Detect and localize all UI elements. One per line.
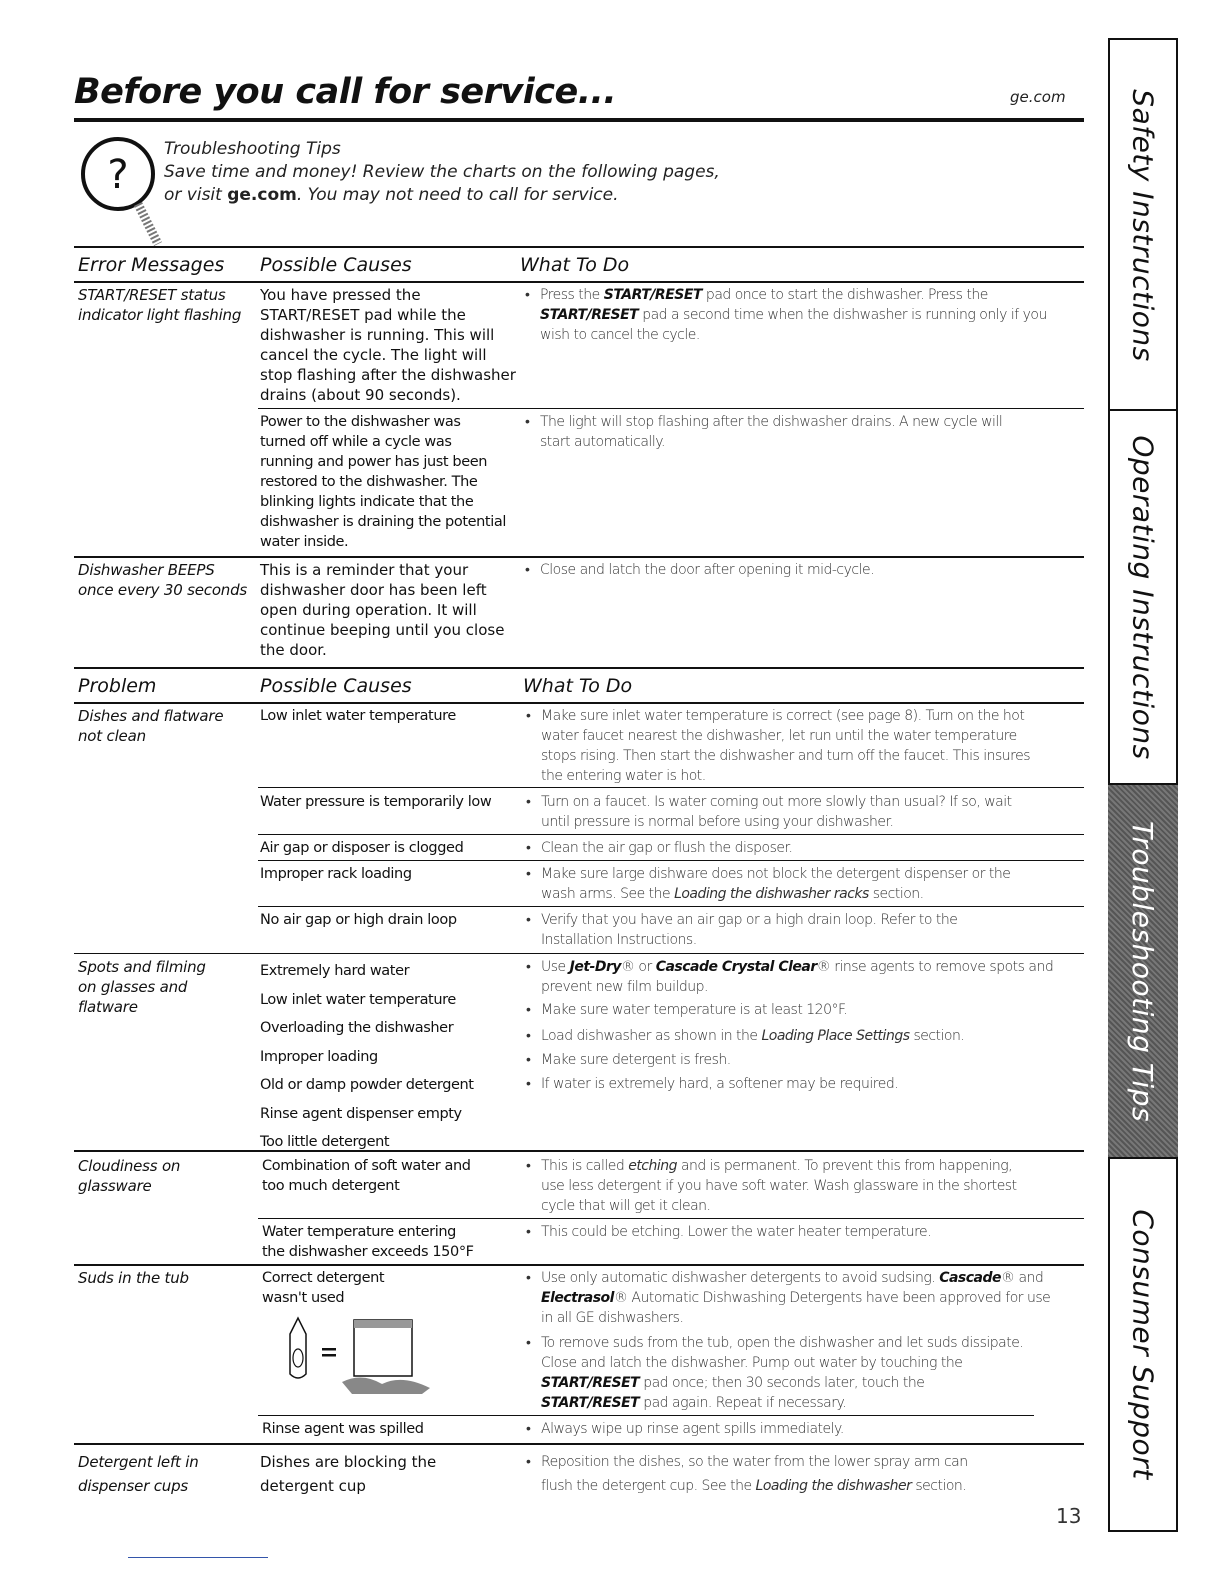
tab-operating-instructions[interactable]: Operating Instructions: [1126, 434, 1160, 760]
possible-cause: Air gap or disposer is clogged: [260, 840, 464, 856]
header-possible-causes: Possible Causes: [260, 254, 412, 276]
tips-text-visit: or visit ge.com. You may not need to call for service.: [164, 185, 619, 205]
what-to-do: • Clean the air gap or flush the disposer.: [526, 840, 793, 856]
page-title: Before you call for service...: [74, 72, 617, 112]
what-to-do: • Verify that you have an air gap or a high drain loop. Refer to the Installation Instructions.: [526, 912, 958, 948]
row-rule: [74, 953, 1084, 954]
possible-cause: No air gap or high drain loop: [260, 912, 457, 928]
tips-heading: Troubleshooting Tips: [164, 139, 341, 159]
row-rule: [258, 1415, 1034, 1416]
what-to-do: • Make sure water temperature is at least 120°F.: [526, 1002, 848, 1018]
problem: Cloudiness on glassware: [78, 1157, 181, 1195]
possible-cause: Power to the dishwasher was turned off while a cycle was running and power has just been restored to the dishwasher. The blinking lights indicate that the dishwasher is draining the potential water inside.: [260, 414, 506, 550]
row-rule: [258, 408, 1084, 409]
tips-text: Save time and money! Review the charts on the following pages,: [164, 162, 720, 182]
table-rule: [74, 1443, 1084, 1445]
header-problem: Problem: [78, 675, 157, 697]
what-to-do: • The light will stop flashing after the dishwasher drains. A new cycle will start automatically.: [525, 414, 1003, 450]
problem: Suds in the tub: [78, 1269, 189, 1287]
possible-cause: Dishes are blocking the detergent cup: [260, 1453, 437, 1495]
what-to-do: • To remove suds from the tub, open the dishwasher and let suds dissipate. Close and latch the dishwasher. Pump out water by touching the START/RESET pad once; then 30 seconds later, touch the START/RESET pad again. Repeat if necessary.: [526, 1335, 1024, 1411]
problem: Spots and filming on glasses and flatware: [78, 958, 206, 1016]
row-rule: [258, 860, 1084, 861]
header-error-messages: Error Messages: [78, 254, 225, 276]
table-rule: [74, 246, 1084, 248]
what-to-do: • Reposition the dishes, so the water from the lower spray arm can flush the detergent cup. See the Loading the dishwasher section.: [526, 1454, 968, 1494]
table-rule: [74, 1150, 1084, 1152]
header-possible-causes: Possible Causes: [260, 675, 412, 697]
tab-safety-instructions[interactable]: Safety Instructions: [1126, 88, 1160, 362]
page-number: 13: [1056, 1504, 1082, 1528]
what-to-do: • This is called etching and is permanent. To prevent this from happening, use less detergent if you have soft water. Wash glassware in the shortest cycle that will get it clean.: [526, 1158, 1017, 1214]
row-rule: [258, 1218, 1084, 1219]
possible-cause: You have pressed the START/RESET pad while the dishwasher is running. This will cancel the cycle. The light will stop flashing after the dishwasher drains (about 90 seconds).: [260, 286, 516, 404]
svg-text:?: ?: [107, 152, 129, 198]
problem: Dishes and flatware not clean: [78, 707, 224, 745]
table-rule: [74, 702, 1084, 704]
ge-link[interactable]: ge.com: [227, 185, 297, 205]
tab-consumer-support[interactable]: Consumer Support: [1126, 1209, 1160, 1480]
footer-line: [128, 1557, 268, 1558]
table-rule: [74, 281, 1084, 283]
error-message: Dishwasher BEEPS once every 30 seconds: [78, 561, 248, 599]
title-rule: [74, 118, 1084, 122]
what-to-do: • Make sure detergent is fresh.: [526, 1052, 731, 1068]
possible-cause: Water temperature entering the dishwasher exceeds 150°F: [262, 1224, 474, 1260]
table-rule: [74, 556, 1084, 558]
what-to-do: • Load dishwasher as shown in the Loading Place Settings section.: [526, 1028, 965, 1044]
question-icon: [76, 132, 171, 250]
what-to-do: • Close and latch the door after opening it mid-cycle.: [525, 562, 875, 578]
possible-cause: Rinse agent was spilled: [262, 1421, 424, 1437]
possible-cause: Water pressure is temporarily low: [260, 794, 492, 810]
error-message: START/RESET status indicator light flashing: [78, 286, 242, 324]
troubleshooting-tips: [164, 138, 720, 207]
what-to-do: • If water is extremely hard, a softener may be required.: [526, 1076, 899, 1092]
table-rule: [74, 667, 1084, 669]
what-to-do: • Use Jet-Dry® or Cascade Crystal Clear® rinse agents to remove spots and prevent new film buildup.: [526, 959, 1054, 995]
detergent-illustration: [282, 1312, 442, 1402]
possible-cause: This is a reminder that your dishwasher door has been left open during operation. It will continue beeping until you close the door.: [260, 561, 505, 659]
what-to-do: • This could be etching. Lower the water heater temperature.: [526, 1224, 932, 1240]
possible-cause: Low inlet water temperature: [260, 708, 456, 724]
possible-cause: Correct detergent wasn't used: [262, 1270, 385, 1306]
tab-troubleshooting-tips[interactable]: Troubleshooting Tips: [1108, 785, 1178, 1157]
what-to-do: • Make sure inlet water temperature is correct (see page 8). Turn on the hot water faucet nearest the dishwasher, let run until the water temperature stops rising. Then start the dishwasher and turn off the faucet. This insures the entering water is hot.: [526, 708, 1030, 784]
row-rule: [258, 787, 1084, 788]
what-to-do: • Turn on a faucet. Is water coming out more slowly than usual? If so, wait until pressure is normal before using your dishwasher.: [526, 794, 1012, 830]
possible-cause: Improper rack loading: [260, 866, 412, 882]
header-what-to-do: What To Do: [523, 675, 633, 697]
site-url: ge.com: [1010, 88, 1066, 106]
what-to-do: • Make sure large dishware does not block the detergent dispenser or the wash arms. See the Loading the dishwasher racks section.: [526, 866, 1011, 902]
what-to-do: • Press the START/RESET pad once to start the dishwasher. Press the START/RESET pad a second time when the dishwasher is running only if you wish to cancel the cycle.: [525, 287, 1047, 343]
table-rule: [74, 1264, 1084, 1266]
problem: Detergent left in dispenser cups: [78, 1453, 199, 1495]
what-to-do: • Use only automatic dishwasher detergents to avoid sudsing. Cascade® and Electrasol® Automatic Dishwashing Detergents have been approved for use in all GE dishwashers.: [526, 1270, 1051, 1326]
possible-cause: Extremely hard water Low inlet water temperature Overloading the dishwasher Improper loading Old or damp powder detergent Rinse agent dispenser empty Too little detergent: [260, 963, 474, 1150]
what-to-do: • Always wipe up rinse agent spills immediately.: [526, 1421, 844, 1437]
row-rule: [258, 906, 1084, 907]
header-what-to-do: What To Do: [520, 254, 630, 276]
possible-cause: Combination of soft water and too much detergent: [262, 1158, 471, 1194]
row-rule: [258, 834, 1084, 835]
